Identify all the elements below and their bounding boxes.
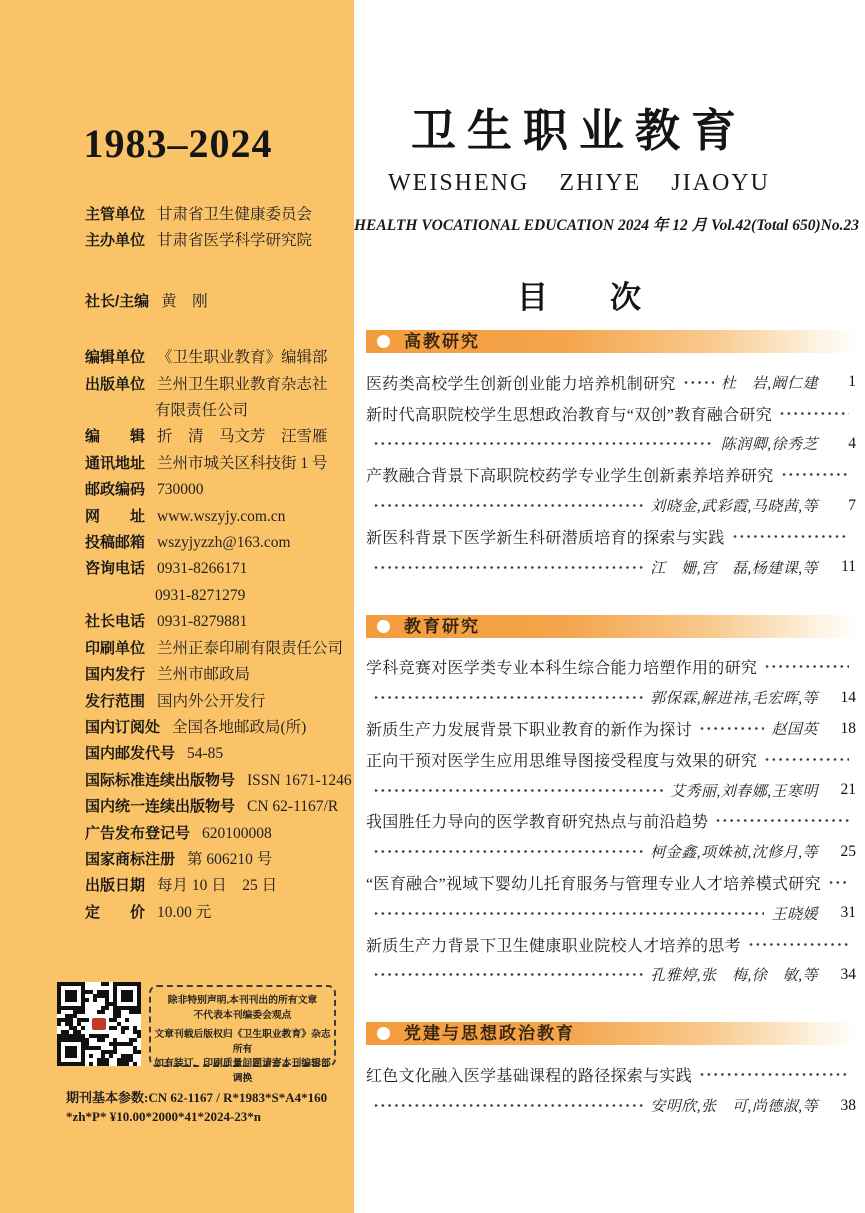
article-title: “医育融合”视域下婴幼儿托育服务与管理专业人才培养模式研究 bbox=[366, 876, 821, 894]
notice-line: 文章刊载后版权归《卫生职业教育》杂志所有 bbox=[154, 1029, 331, 1055]
info-row bbox=[85, 583, 348, 609]
bullet-icon bbox=[377, 620, 390, 633]
publication-info-list bbox=[85, 202, 352, 926]
info-value: 0931-8266171 bbox=[157, 560, 248, 578]
info-label: 国内订阅处 bbox=[85, 718, 161, 736]
info-row bbox=[85, 636, 348, 662]
info-row bbox=[85, 741, 348, 767]
info-value: 有限责任公司 bbox=[155, 402, 249, 420]
info-label: 主办单位 bbox=[85, 232, 146, 250]
info-value: 0931-8271279 bbox=[155, 586, 246, 604]
info-label: 国家商标注册 bbox=[85, 850, 176, 868]
dot-leader bbox=[764, 756, 849, 763]
table-of-contents-panel bbox=[354, 0, 865, 1213]
info-value: 第 606210 号 bbox=[187, 850, 273, 868]
info-value: 兰州正泰印刷有限责任公司 bbox=[157, 639, 344, 657]
dot-leader bbox=[748, 941, 849, 948]
page-number: 4 bbox=[848, 434, 856, 452]
journal-parameters-line2: *zh*P* ¥10.00*2000*41*2024-23*n bbox=[66, 1109, 261, 1124]
info-row bbox=[85, 689, 348, 715]
info-label: 国际标准连续出版物号 bbox=[85, 771, 236, 789]
dot-leader bbox=[699, 725, 764, 732]
info-value: 每月 10 日 25 日 bbox=[157, 877, 278, 895]
info-row bbox=[85, 202, 348, 228]
toc-line bbox=[366, 367, 856, 398]
toc-line bbox=[366, 806, 856, 837]
info-label: 通讯地址 bbox=[85, 454, 146, 472]
info-row bbox=[85, 372, 348, 398]
article-title: 产教融合背景下高职院校药学专业学生创新素养培养研究 bbox=[366, 468, 774, 486]
article-title: 新质生产力发展背景下职业教育的新作为探讨 bbox=[366, 722, 693, 740]
toc-line bbox=[366, 552, 856, 583]
dot-leader bbox=[828, 879, 849, 886]
qr-code bbox=[57, 982, 141, 1066]
info-label: 投稿邮箱 bbox=[85, 534, 146, 552]
toc-line bbox=[366, 713, 856, 744]
bullet-icon bbox=[377, 335, 390, 348]
info-value: 甘肃省卫生健康委员会 bbox=[157, 206, 313, 223]
toc-line bbox=[366, 898, 856, 929]
info-value: 730000 bbox=[157, 481, 204, 499]
info-label: 出版单位 bbox=[85, 375, 146, 393]
journal-years: 1983–2024 bbox=[83, 121, 273, 166]
info-group-supervisor bbox=[85, 202, 348, 255]
info-label: 社长/主编 bbox=[85, 292, 150, 310]
info-row bbox=[85, 398, 348, 424]
info-row bbox=[85, 821, 348, 847]
article-authors: 安明欣,张 可,尚德淑,等 bbox=[650, 1099, 818, 1116]
article-title: 我国胜任力导向的医学教育研究热点与前沿趋势 bbox=[366, 814, 709, 832]
dot-leader bbox=[373, 502, 643, 509]
dot-leader bbox=[699, 1071, 849, 1078]
info-row bbox=[85, 424, 348, 450]
info-label: 印刷单位 bbox=[85, 639, 146, 657]
info-row bbox=[85, 345, 348, 371]
page-number: 11 bbox=[841, 558, 856, 576]
info-label: 编 辑 bbox=[85, 428, 146, 446]
info-label: 主管单位 bbox=[85, 206, 146, 223]
info-label: 编辑单位 bbox=[85, 349, 146, 367]
info-value: 折 清 马文芳 汪雪雁 bbox=[157, 428, 328, 446]
page-number: 7 bbox=[848, 496, 856, 514]
article-authors: 陈润卿,徐秀芝 bbox=[720, 437, 818, 454]
notice-line: 不代表本刊编委会观点 bbox=[193, 1009, 292, 1021]
article-title: 新医科背景下医学新生科研潜质培育的探索与实践 bbox=[366, 529, 725, 547]
toc-list bbox=[366, 652, 856, 991]
info-value: 黄 刚 bbox=[161, 292, 208, 310]
dot-leader bbox=[781, 471, 849, 478]
info-value: 《卫生职业教育》编辑部 bbox=[157, 349, 328, 367]
page-number: 34 bbox=[840, 965, 856, 983]
section-banner bbox=[366, 330, 856, 353]
info-group-main bbox=[85, 345, 352, 926]
info-row bbox=[85, 530, 348, 556]
section-title: 党建与思想政治教育 bbox=[404, 1024, 575, 1044]
page-number: 21 bbox=[840, 781, 856, 799]
toc-list bbox=[366, 367, 856, 583]
toc-line bbox=[366, 1059, 856, 1090]
publication-info-sidebar bbox=[0, 0, 354, 1213]
info-label: 发行范围 bbox=[85, 692, 146, 710]
info-label: 网 址 bbox=[85, 507, 146, 525]
article-authors: 赵国英 bbox=[771, 722, 818, 739]
info-value: www.wszyjy.com.cn bbox=[157, 507, 286, 525]
dot-leader bbox=[373, 440, 714, 447]
info-row bbox=[85, 504, 348, 530]
section-title: 高教研究 bbox=[404, 332, 480, 351]
journal-parameters-line1: 期刊基本参数:CN 62-1167 / R*1983*S*A4*160 bbox=[66, 1090, 328, 1105]
info-row bbox=[85, 715, 348, 741]
info-value: 54-85 bbox=[187, 745, 224, 763]
article-title: 正向干预对医学生应用思维导图接受程度与效果的研究 bbox=[366, 752, 758, 770]
toc-line bbox=[366, 960, 856, 991]
page-number: 14 bbox=[840, 688, 856, 706]
toc-line bbox=[366, 836, 856, 867]
page-number: 38 bbox=[840, 1096, 856, 1114]
toc-line bbox=[366, 682, 856, 713]
info-row bbox=[85, 768, 352, 794]
dot-leader bbox=[373, 787, 663, 794]
article-authors: 柯金鑫,项姝祯,沈修月,等 bbox=[650, 845, 818, 862]
info-label: 广告发布登记号 bbox=[85, 824, 191, 842]
toc-line bbox=[366, 490, 856, 521]
section-banner bbox=[366, 615, 856, 638]
bullet-icon bbox=[377, 1027, 390, 1040]
toc-line bbox=[366, 521, 856, 552]
dot-leader bbox=[373, 971, 643, 978]
dot-leader bbox=[373, 694, 643, 701]
info-label: 出版日期 bbox=[85, 877, 146, 895]
article-title: 医药类高校学生创新创业能力培养机制研究 bbox=[366, 375, 676, 393]
toc-heading: 目 次 bbox=[517, 280, 641, 315]
info-label: 咨询电话 bbox=[85, 560, 146, 578]
info-group-chief-editor bbox=[85, 289, 348, 315]
article-authors: 杜 岩,阚仁建 bbox=[720, 375, 818, 392]
article-title: 学科竞赛对医学类专业本科生综合能力培塑作用的研究 bbox=[366, 660, 758, 678]
dot-leader bbox=[373, 1102, 643, 1109]
dot-leader bbox=[779, 410, 849, 417]
info-value: 全国各地邮政局(所) bbox=[172, 718, 307, 736]
info-label: 国内发行 bbox=[85, 666, 146, 684]
toc-section bbox=[366, 330, 856, 583]
toc-line bbox=[366, 744, 856, 775]
toc-line bbox=[366, 459, 856, 490]
toc-line bbox=[366, 775, 856, 806]
toc-line bbox=[366, 1090, 856, 1121]
info-value: 甘肃省医学科学研究院 bbox=[157, 232, 313, 250]
info-row bbox=[85, 228, 348, 254]
page-number: 25 bbox=[840, 842, 856, 860]
info-value: 兰州市邮政局 bbox=[157, 666, 251, 684]
info-value: 0931-8279881 bbox=[157, 613, 248, 631]
info-value: 10.00 元 bbox=[157, 903, 212, 921]
info-value: 620100008 bbox=[202, 824, 272, 842]
info-row bbox=[85, 900, 348, 926]
section-banner bbox=[366, 1022, 856, 1045]
article-authors: 孔雅婷,张 梅,徐 敏,等 bbox=[650, 968, 818, 985]
page-number: 18 bbox=[840, 719, 856, 737]
toc-section bbox=[366, 1022, 856, 1121]
toc-section bbox=[366, 615, 856, 991]
toc-line bbox=[366, 398, 856, 429]
info-label: 国内邮发代号 bbox=[85, 745, 176, 763]
info-row bbox=[85, 847, 348, 873]
toc-line bbox=[366, 652, 856, 683]
notice-line: 如有装订、印刷质量问题请寄本刊编辑部调换 bbox=[154, 1058, 331, 1084]
info-value: 兰州市城关区科技街 1 号 bbox=[157, 454, 328, 472]
info-label: 国内统一连续出版物号 bbox=[85, 798, 236, 816]
info-row bbox=[85, 662, 348, 688]
article-authors: 江 姗,宫 磊,杨建课,等 bbox=[650, 560, 818, 577]
journal-parameters bbox=[66, 1088, 348, 1126]
info-row bbox=[85, 289, 348, 315]
info-value: 兰州卫生职业教育杂志社 bbox=[157, 375, 328, 393]
dot-leader bbox=[683, 379, 714, 386]
info-label: 定 价 bbox=[85, 903, 146, 921]
toc-sections bbox=[366, 330, 856, 1153]
journal-title-chinese: 卫生职业教育 bbox=[410, 106, 747, 156]
copyright-notice-box bbox=[149, 985, 336, 1084]
dot-leader bbox=[373, 848, 643, 855]
info-row bbox=[85, 477, 348, 503]
toc-line bbox=[366, 429, 856, 460]
toc-line bbox=[366, 929, 856, 960]
page-number: 1 bbox=[848, 373, 856, 391]
dot-leader bbox=[373, 910, 764, 917]
dot-leader bbox=[732, 533, 849, 540]
article-authors: 王晓媛 bbox=[771, 906, 818, 923]
dot-leader bbox=[764, 663, 849, 670]
article-authors: 郭保霖,解进祎,毛宏晖,等 bbox=[650, 691, 818, 708]
article-authors: 艾秀丽,刘春娜,王寒明 bbox=[669, 783, 818, 800]
info-row bbox=[85, 451, 348, 477]
info-value: CN 62-1167/R bbox=[247, 798, 339, 816]
journal-title-pinyin: WEISHENG ZHIYE JIAOYU bbox=[388, 170, 770, 196]
article-title: 红色文化融入医学基础课程的路径探索与实践 bbox=[366, 1068, 693, 1086]
info-row bbox=[85, 556, 348, 582]
notice-line: 除非特别声明,本刊刊出的所有文章 bbox=[167, 995, 318, 1006]
info-row bbox=[85, 609, 348, 635]
dot-leader bbox=[715, 817, 849, 824]
info-value: 国内外公开发行 bbox=[157, 692, 266, 710]
article-title: 新质生产力背景下卫生健康职业院校人才培养的思考 bbox=[366, 937, 741, 955]
info-row bbox=[85, 873, 348, 899]
dot-leader bbox=[373, 564, 643, 571]
toc-line bbox=[366, 867, 856, 898]
journal-title-english-issue: HEALTH VOCATIONAL EDUCATION 2024 年 12 月 Vol.42(Total 650)No.23 bbox=[354, 217, 859, 234]
article-title: 新时代高职院校学生思想政治教育与“双创”教育融合研究 bbox=[366, 406, 773, 424]
toc-list bbox=[366, 1059, 856, 1121]
section-title: 教育研究 bbox=[404, 616, 480, 636]
info-row bbox=[85, 794, 348, 820]
info-label: 邮政编码 bbox=[85, 481, 146, 499]
info-value: wszyjyzzh@163.com bbox=[157, 534, 291, 552]
page-number: 31 bbox=[840, 904, 856, 922]
info-value: ISSN 1671-1246 bbox=[247, 771, 352, 789]
info-label: 社长电话 bbox=[85, 613, 146, 631]
article-authors: 刘晓金,武彩霞,马晓茜,等 bbox=[650, 499, 818, 516]
